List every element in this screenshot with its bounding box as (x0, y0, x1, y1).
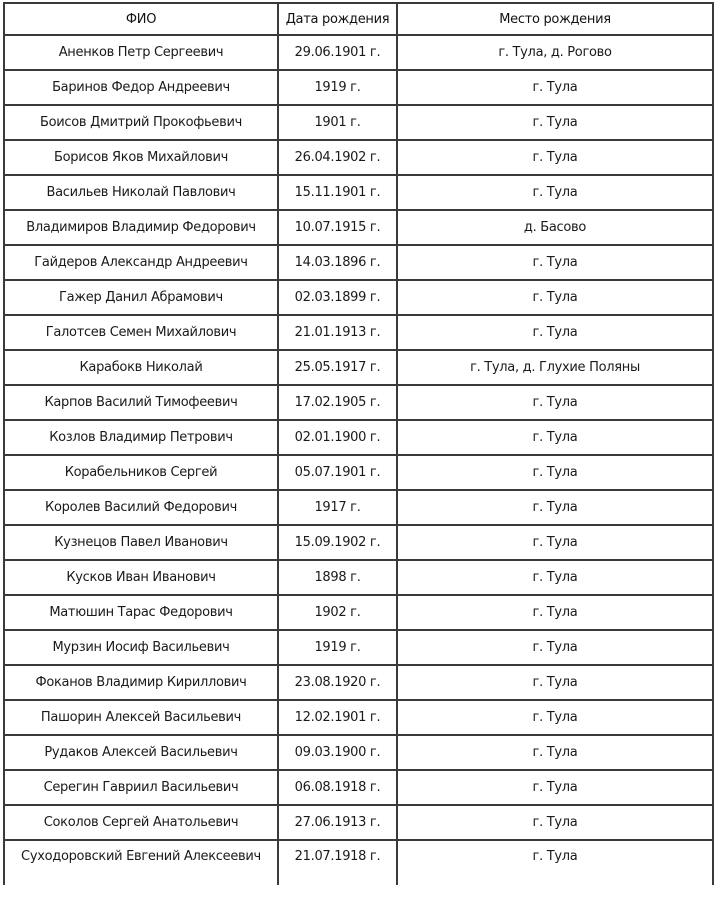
cell-birth-date: 29.06.1901 г. (278, 35, 397, 70)
cell-birth-date: 26.04.1902 г. (278, 140, 397, 175)
cell-birth-date: 10.07.1915 г. (278, 210, 397, 245)
table-row (4, 665, 713, 700)
table-row (4, 280, 713, 315)
cell-birth-date: 14.03.1896 г. (278, 245, 397, 280)
cell-birth-date: 25.05.1917 г. (278, 350, 397, 385)
cell-full-name: Борисов Яков Михайлович (4, 140, 278, 175)
table-row (4, 595, 713, 630)
cell-full-name: Пашорин Алексей Васильевич (4, 700, 278, 735)
people-table (3, 2, 714, 885)
cell-full-name: Карабокв Николай (4, 350, 278, 385)
cell-birth-place: г. Тула (397, 560, 713, 595)
cell-birth-date: 1902 г. (278, 595, 397, 630)
cell-birth-place: г. Тула (397, 735, 713, 770)
cell-birth-place: г. Тула, д. Рогово (397, 35, 713, 70)
cell-birth-date: 1901 г. (278, 105, 397, 140)
cell-birth-place: г. Тула (397, 770, 713, 805)
cell-full-name: Суходоровский Евгений Алексеевич (4, 840, 278, 885)
cell-full-name: Королев Василий Федорович (4, 490, 278, 525)
cell-birth-date: 21.01.1913 г. (278, 315, 397, 350)
cell-birth-place: г. Тула, д. Глухие Поляны (397, 350, 713, 385)
cell-birth-place: г. Тула (397, 700, 713, 735)
cell-birth-place: г. Тула (397, 280, 713, 315)
cell-full-name: Кузнецов Павел Иванович (4, 525, 278, 560)
table-row (4, 70, 713, 105)
table-row (4, 210, 713, 245)
cell-full-name: Фоканов Владимир Кириллович (4, 665, 278, 700)
cell-birth-place: г. Тула (397, 525, 713, 560)
cell-birth-place: г. Тула (397, 105, 713, 140)
cell-full-name: Серегин Гавриил Васильевич (4, 770, 278, 805)
cell-full-name: Владимиров Владимир Федорович (4, 210, 278, 245)
cell-birth-date: 1917 г. (278, 490, 397, 525)
cell-birth-place: г. Тула (397, 70, 713, 105)
cell-birth-place: г. Тула (397, 420, 713, 455)
table-row (4, 140, 713, 175)
table-row (4, 630, 713, 665)
cell-full-name: Соколов Сергей Анатольевич (4, 805, 278, 840)
cell-birth-date: 15.11.1901 г. (278, 175, 397, 210)
cell-birth-date: 27.06.1913 г. (278, 805, 397, 840)
cell-full-name: Гайдеров Александр Андреевич (4, 245, 278, 280)
cell-birth-place: г. Тула (397, 175, 713, 210)
cell-birth-place: г. Тула (397, 140, 713, 175)
table-row (4, 175, 713, 210)
cell-birth-place: д. Басово (397, 210, 713, 245)
cell-full-name: Матюшин Тарас Федорович (4, 595, 278, 630)
table-row (4, 455, 713, 490)
cell-birth-place: г. Тула (397, 805, 713, 840)
cell-birth-date: 1919 г. (278, 630, 397, 665)
table-row (4, 385, 713, 420)
table-body (4, 35, 713, 885)
table-row (4, 805, 713, 840)
cell-full-name: Мурзин Иосиф Васильевич (4, 630, 278, 665)
cell-birth-date: 09.03.1900 г. (278, 735, 397, 770)
cell-full-name: Боисов Дмитрий Прокофьевич (4, 105, 278, 140)
cell-birth-date: 12.02.1901 г. (278, 700, 397, 735)
cell-full-name: Баринов Федор Андреевич (4, 70, 278, 105)
cell-birth-date: 06.08.1918 г. (278, 770, 397, 805)
table-row (4, 700, 713, 735)
table-row (4, 420, 713, 455)
cell-full-name: Аненков Петр Сергеевич (4, 35, 278, 70)
table-row (4, 490, 713, 525)
cell-full-name: Кусков Иван Иванович (4, 560, 278, 595)
table-row (4, 350, 713, 385)
table-row (4, 770, 713, 805)
cell-birth-date: 02.01.1900 г. (278, 420, 397, 455)
cell-birth-date: 21.07.1918 г. (278, 840, 397, 885)
cell-birth-place: г. Тула (397, 665, 713, 700)
cell-birth-date: 05.07.1901 г. (278, 455, 397, 490)
cell-birth-date: 17.02.1905 г. (278, 385, 397, 420)
cell-full-name: Корабельников Сергей (4, 455, 278, 490)
table-row (4, 245, 713, 280)
cell-birth-date: 15.09.1902 г. (278, 525, 397, 560)
cell-birth-date: 23.08.1920 г. (278, 665, 397, 700)
cell-birth-place: г. Тула (397, 840, 713, 885)
cell-birth-place: г. Тула (397, 385, 713, 420)
table-row (4, 560, 713, 595)
table-row (4, 35, 713, 70)
header-birth-date: Дата рождения (278, 3, 397, 35)
cell-full-name: Гажер Данил Абрамович (4, 280, 278, 315)
cell-birth-place: г. Тула (397, 245, 713, 280)
cell-birth-date: 1898 г. (278, 560, 397, 595)
table-row (4, 735, 713, 770)
header-full-name: ФИО (4, 3, 278, 35)
cell-full-name: Рудаков Алексей Васильевич (4, 735, 278, 770)
cell-full-name: Галотсев Семен Михайлович (4, 315, 278, 350)
table-row (4, 315, 713, 350)
header-row (4, 3, 713, 35)
cell-birth-place: г. Тула (397, 595, 713, 630)
cell-birth-date: 02.03.1899 г. (278, 280, 397, 315)
cell-full-name: Васильев Николай Павлович (4, 175, 278, 210)
cell-birth-date: 1919 г. (278, 70, 397, 105)
cell-full-name: Карпов Василий Тимофеевич (4, 385, 278, 420)
cell-full-name: Козлов Владимир Петрович (4, 420, 278, 455)
table-row (4, 840, 713, 885)
cell-birth-place: г. Тула (397, 630, 713, 665)
cell-birth-place: г. Тула (397, 455, 713, 490)
table-row (4, 105, 713, 140)
cell-birth-place: г. Тула (397, 490, 713, 525)
table-row (4, 525, 713, 560)
header-birth-place: Место рождения (397, 3, 713, 35)
cell-birth-place: г. Тула (397, 315, 713, 350)
